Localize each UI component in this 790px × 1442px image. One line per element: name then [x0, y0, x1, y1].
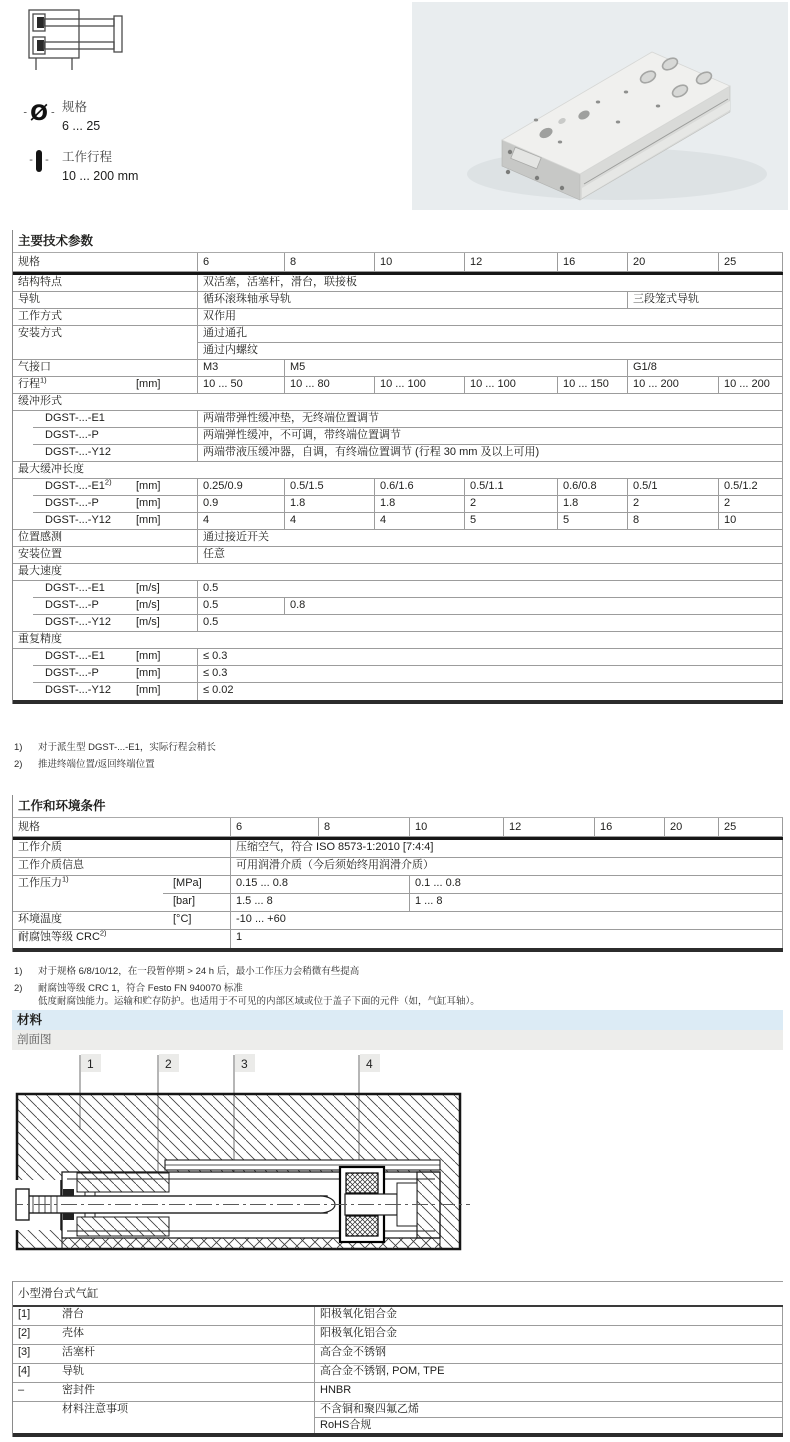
cell: 10 ... 50 [197, 377, 284, 393]
row-temperature: 环境温度 [°C] -10 ... +60 [13, 912, 783, 930]
item-material: 阳极氧化铝合金 [314, 1307, 784, 1325]
sectional-view-label: 剖面图 [12, 1030, 783, 1050]
size-col: 12 [503, 818, 594, 836]
section-max-speed: 最大速度 [13, 564, 783, 581]
cell: 0.6/1.6 [374, 479, 464, 495]
diameter-icon: - Ø - [23, 101, 55, 125]
footnote: 2) 推进终端位置/返回终端位置 [14, 758, 155, 770]
table2-size-row [13, 817, 783, 837]
size-col: 20 [664, 818, 718, 836]
row-medium-info: 工作介质信息 可用润滑介质（今后须始终用润滑介质） [13, 858, 783, 876]
cell: 1.8 [284, 496, 374, 512]
note-value: RoHS合规 [314, 1418, 784, 1433]
item-number: [4] [18, 1365, 31, 1377]
size-col: 8 [318, 818, 409, 836]
stroke-key [16, 150, 138, 184]
operating-conditions-table [12, 795, 783, 952]
row-port: 气接口 M3 M5 G1/8 [13, 360, 783, 377]
size-col: 25 [718, 253, 784, 271]
cell: 0.5 [197, 581, 784, 597]
size-col: 8 [284, 253, 374, 271]
seal-bottom [63, 1213, 74, 1220]
cell: 10 ... 100 [464, 377, 557, 393]
table1-size-row [13, 252, 783, 272]
item-name: 密封件 [62, 1384, 95, 1396]
material-row-4 [13, 1364, 783, 1383]
section-repeatability: 重复精度 [13, 632, 783, 649]
row-structure: 结构特点 双活塞，活塞杆，滑台，联接板 [13, 275, 783, 292]
cell: 10 ... 80 [284, 377, 374, 393]
table1-title: 主要技术参数 [18, 234, 94, 248]
cell: 8 [627, 513, 718, 529]
row-e1-speed: DGST-...-E1 [m/s] 0.5 [13, 581, 783, 598]
item-material: 高合金不锈钢, POM, TPE [314, 1364, 784, 1382]
item-number: [3] [18, 1346, 31, 1358]
item-name: 导轨 [62, 1365, 84, 1377]
callout-2: 2 [165, 1057, 172, 1071]
cell: M3 [197, 360, 284, 376]
materials-table [12, 1281, 783, 1437]
cell: 2 [464, 496, 557, 512]
cell: G1/8 [627, 360, 784, 376]
size-key [16, 100, 100, 134]
cell: 1 [230, 930, 784, 948]
footnote: 2) 耐腐蚀等级 CRC 1，符合 Festo FN 940070 标准 [14, 982, 243, 994]
footnote: 1) 对于规格 6/8/10/12，在一段暂停期 > 24 h 后，最小工作压力会稍微有些提高 [14, 966, 360, 977]
cell: 三段笼式导轨 [627, 292, 784, 308]
row-y12-rep: DGST-...-Y12 [mm] ≤ 0.02 [13, 683, 783, 700]
row-p-speed: DGST-...-P [m/s] 0.5 0.8 [13, 598, 783, 615]
size-col: 10 [409, 818, 503, 836]
row-mount-2 [13, 343, 783, 360]
cell: 5 [557, 513, 627, 529]
stroke-value: 10 ... 200 mm [62, 168, 139, 183]
row-p-desc: DGST-...-P 两端弹性缓冲，不可调，带终端位置调节 [13, 428, 783, 445]
cell: 0.5/1.5 [284, 479, 374, 495]
size-label: 规格 [62, 100, 88, 114]
row-e1-desc: DGST-...-E1 两端带弹性缓冲垫，无终端位置调节 [13, 411, 783, 428]
row-position: 安装位置 任意 [13, 547, 783, 564]
cell: 任意 [197, 547, 784, 563]
cell: 0.15 ... 0.8 [230, 876, 409, 893]
cell: M5 [284, 360, 627, 376]
bottom-rule [13, 700, 783, 704]
cell: 0.8 [284, 598, 784, 614]
cell: 两端带液压缓冲器，自调，有终端位置调节 (行程 30 mm 及以上可用) [197, 445, 784, 461]
size-col: 16 [557, 253, 627, 271]
item-name: 滑台 [62, 1308, 84, 1320]
cell: 1.8 [557, 496, 627, 512]
footnote-continuation: 低度耐腐蚀能力。运输和贮存防护。也适用于不可见的内部区域或位于盖子下面的元件（如，气缸耳轴）。 [38, 995, 480, 1007]
cell: 0.9 [197, 496, 284, 512]
row-sensing: 位置感测 通过接近开关 [13, 530, 783, 547]
cell: 0.1 ... 0.8 [409, 876, 784, 893]
cell: ≤ 0.3 [197, 649, 784, 665]
material-row-1 [13, 1307, 783, 1326]
size-col: 12 [464, 253, 557, 271]
cell: 0.5 [197, 615, 784, 631]
callout-3: 3 [241, 1057, 248, 1071]
piston-section-bottom [77, 1217, 169, 1236]
cell: 4 [284, 513, 374, 529]
cell: 0.5/1.1 [464, 479, 557, 495]
cell: 4 [374, 513, 464, 529]
material-row-seals [13, 1383, 783, 1402]
cell: ≤ 0.3 [197, 666, 784, 682]
row-medium: 工作介质 压缩空气，符合 ISO 8573-1:2010 [7:4:4] [13, 840, 783, 858]
cell: 1.5 ... 8 [230, 894, 409, 911]
item-material: HNBR [314, 1383, 784, 1401]
cell: 两端带弹性缓冲垫，无终端位置调节 [197, 411, 784, 427]
cell: 0.25/0.9 [197, 479, 284, 495]
table1-footnotes [14, 742, 774, 776]
cell: -10 ... +60 [230, 912, 784, 929]
section-cushioning: 缓冲形式 [13, 394, 783, 411]
cylinder-schematic-icon [28, 8, 138, 72]
size-header-label: 规格 [18, 821, 40, 833]
cell: 通过内螺纹 [197, 343, 784, 359]
note-value: 不含铜和聚四氟乙烯 [314, 1402, 784, 1417]
bottom-rule [13, 948, 783, 952]
cell: 两端弹性缓冲，不可调，带终端位置调节 [197, 428, 784, 444]
cell: 循环滚珠轴承导轨 [197, 292, 627, 308]
callout-1: 1 [87, 1057, 94, 1071]
materials-table-title: 小型滑台式气缸 [18, 1288, 99, 1300]
note-label: 材料注意事项 [62, 1403, 128, 1415]
product-photo [412, 2, 788, 210]
item-material: 阳极氧化铝合金 [314, 1326, 784, 1344]
row-guide: 导轨 循环滚珠轴承导轨 三段笼式导轨 [13, 292, 783, 309]
row-y12-length: DGST-...-Y12 [mm] 4 4 4 5 5 8 10 [13, 513, 783, 530]
stroke-icon: - - [16, 150, 62, 172]
cell: 10 ... 200 [627, 377, 718, 393]
bearing-top [346, 1173, 378, 1193]
row-y12-speed: DGST-...-Y12 [m/s] 0.5 [13, 615, 783, 632]
cell: 0.6/0.8 [557, 479, 627, 495]
table2-title: 工作和环境条件 [18, 799, 106, 813]
cell: 10 ... 100 [374, 377, 464, 393]
row-crc: 耐腐蚀等级 CRC$^{2)}$ 1 [13, 930, 783, 948]
size-col: 16 [594, 818, 664, 836]
piston-section-top [77, 1173, 169, 1192]
row-y12-desc: DGST-...-Y12 两端带液压缓冲器，自调，有终端位置调节 (行程 30 mm 及以上可用) [13, 445, 783, 462]
row-pressure-bar: [bar] 1.5 ... 8 1 ... 8 [13, 894, 783, 912]
item-name: 壳体 [62, 1327, 84, 1339]
material-row-3 [13, 1345, 783, 1364]
section-cushion-length: 最大缓冲长度 [13, 462, 783, 479]
seal-top [63, 1189, 74, 1196]
row-mount-1: 安装方式 通过通孔 [13, 326, 783, 343]
material-note-row-1 [13, 1402, 783, 1418]
size-col: 10 [374, 253, 464, 271]
cell: 通过通孔 [197, 326, 784, 342]
end-cap [417, 1172, 440, 1238]
size-col: 6 [197, 253, 284, 271]
item-number: – [18, 1384, 25, 1396]
cell: 2 [627, 496, 718, 512]
sectional-view-drawing [15, 1052, 475, 1257]
slide-cylinder-image [412, 2, 788, 210]
table2-footnotes [14, 966, 774, 1008]
footnote: 1) 对于派生型 DGST-...-E1，实际行程会稍长 [14, 742, 216, 753]
cell: 2 [718, 496, 784, 512]
cell: 1 ... 8 [409, 894, 784, 911]
row-pressure-mpa: 工作压力$^{1)}$ [MPa] 0.15 ... 0.8 0.1 ... 0.8 [13, 876, 783, 894]
bearing-bottom [346, 1216, 378, 1236]
row-stroke: 行程$^{1)}$ [mm] 10 ... 50 10 ... 80 10 ... 100 10 ... 100 10 ... 150 10 ... 200 10 ... 200 [13, 377, 783, 394]
stroke-label: 工作行程 [62, 150, 113, 164]
cell: 10 ... 150 [557, 377, 627, 393]
cell: 压缩空气，符合 ISO 8573-1:2010 [7:4:4] [230, 840, 784, 857]
main-tech-table [12, 230, 783, 704]
cell: 4 [197, 513, 284, 529]
item-material: 高合金不锈钢 [314, 1345, 784, 1363]
row-e1-rep: DGST-...-E1 [mm] ≤ 0.3 [13, 649, 783, 666]
row-e1-length: DGST-...-E1$^{2)}$ [mm] 0.25/0.9 0.5/1.5 0.6/1.6 0.5/1.1 0.6/0.8 0.5/1 0.5/1.2 [13, 479, 783, 496]
cell: 0.5 [197, 598, 284, 614]
materials-section-title: 材料 [12, 1010, 783, 1030]
item-number: [1] [18, 1308, 31, 1320]
cell: ≤ 0.02 [197, 683, 784, 700]
cell: 10 [718, 513, 784, 529]
cell: 双作用 [197, 309, 784, 325]
material-row-2 [13, 1326, 783, 1345]
item-number: [2] [18, 1327, 31, 1339]
cell: 双活塞，活塞杆，滑台，联接板 [197, 275, 784, 291]
cell: 0.5/1.2 [718, 479, 784, 495]
cell: 可用润滑介质（今后须始终用润滑介质） [230, 858, 784, 875]
cell: 0.5/1 [627, 479, 718, 495]
size-col: 20 [627, 253, 718, 271]
row-p-length: DGST-...-P [mm] 0.9 1.8 1.8 2 1.8 2 2 [13, 496, 783, 513]
cell: 10 ... 200 [718, 377, 784, 393]
cell: 1.8 [374, 496, 464, 512]
cell: 通过接近开关 [197, 530, 784, 546]
row-mode: 工作方式 双作用 [13, 309, 783, 326]
callout-4: 4 [366, 1057, 373, 1071]
row-p-rep: DGST-...-P [mm] ≤ 0.3 [13, 666, 783, 683]
item-name: 活塞杆 [62, 1346, 95, 1358]
cell: 5 [464, 513, 557, 529]
size-header-label: 规格 [18, 256, 40, 268]
size-value: 6 ... 25 [62, 118, 101, 133]
size-col: 6 [230, 818, 318, 836]
bottom-rule [13, 1433, 783, 1437]
size-col: 25 [718, 818, 784, 836]
material-note-row-2 [13, 1418, 783, 1433]
